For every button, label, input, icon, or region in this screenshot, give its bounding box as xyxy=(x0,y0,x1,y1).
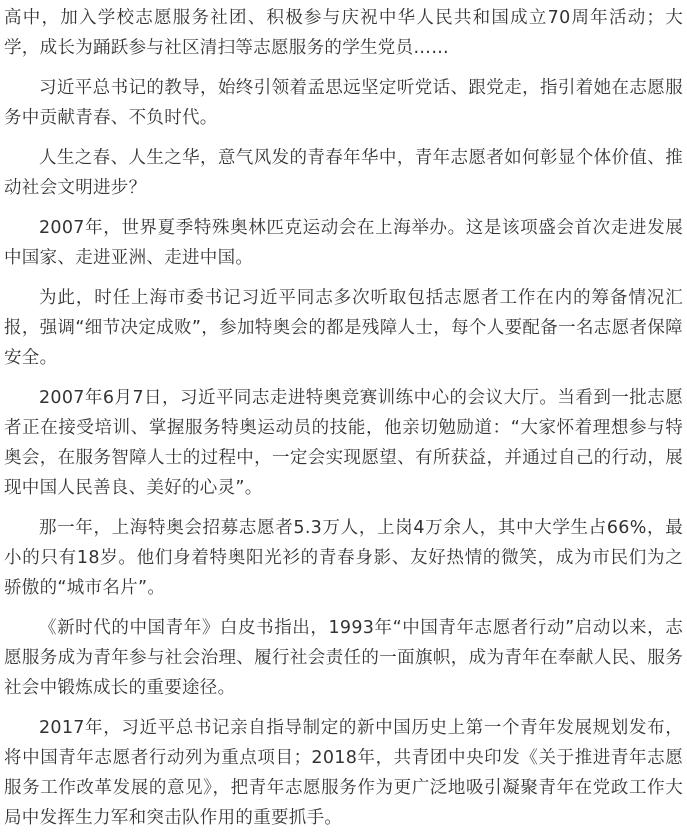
paragraph-9: 2017年，习近平总书记亲自指导制定的新中国历史上第一个青年发展规划发布，将中国青年志愿者行动列为重点项目；2018年，共青团中央印发《关于推进青年志愿服务工作改革发展的意见》，把青年志愿服务作为更广泛地吸引凝聚青年在党政工作大局中发挥生力军和突击队作用的重要抓手。 xyxy=(4,718,683,828)
paragraph-4: 2007年，世界夏季特殊奥林匹克运动会在上海举办。这是该项盛会首次走进发展中国家、走进亚洲、走进中国。 xyxy=(4,218,683,268)
paragraph-3: 人生之春、人生之华，意气风发的青春年华中，青年志愿者如何彰显个体价值、推动社会文明进步？ xyxy=(4,148,683,198)
paragraph-2: 习近平总书记的教导，始终引领着孟思远坚定听党话、跟党走，指引着她在志愿服务中贡献青春、不负时代。 xyxy=(4,78,683,128)
paragraph-6: 2007年6月7日，习近平同志走进特奥竞赛训练中心的会议大厅。当看到一批志愿者正在接受培训、掌握服务特奥运动员的技能，他亲切勉励道：“大家怀着理想参与特奥会，在服务智障人士的过程中，一定会实现愿望、有所获益，并通过自己的行动，展现中国人民善良、美好的心灵”。 xyxy=(4,388,683,498)
paragraph-1: 高中，加入学校志愿服务社团、积极参与庆祝中华人民共和国成立70周年活动；大学，成长为踊跃参与社区清扫等志愿服务的学生党员…… xyxy=(4,8,683,58)
paragraph-8: 《新时代的中国青年》白皮书指出，1993年“中国青年志愿者行动”启动以来，志愿服务成为青年参与社会治理、履行社会责任的一面旗帜，成为青年在奉献人民、服务社会中锻炼成长的重要途径。 xyxy=(4,618,683,698)
paragraph-7: 那一年，上海特奥会招募志愿者5.3万人，上岗4万余人，其中大学生占66%，最小的只有18岁。他们身着特奥阳光衫的青春身影、友好热情的微笑，成为市民们为之骄傲的“城市名片”。 xyxy=(4,518,683,598)
paragraph-5: 为此，时任上海市委书记习近平同志多次听取包括志愿者工作在内的筹备情况汇报，强调“细节决定成败”，参加特奥会的都是残障人士，每个人要配备一名志愿者保障安全。 xyxy=(4,288,683,368)
article-body xyxy=(0,3,687,835)
